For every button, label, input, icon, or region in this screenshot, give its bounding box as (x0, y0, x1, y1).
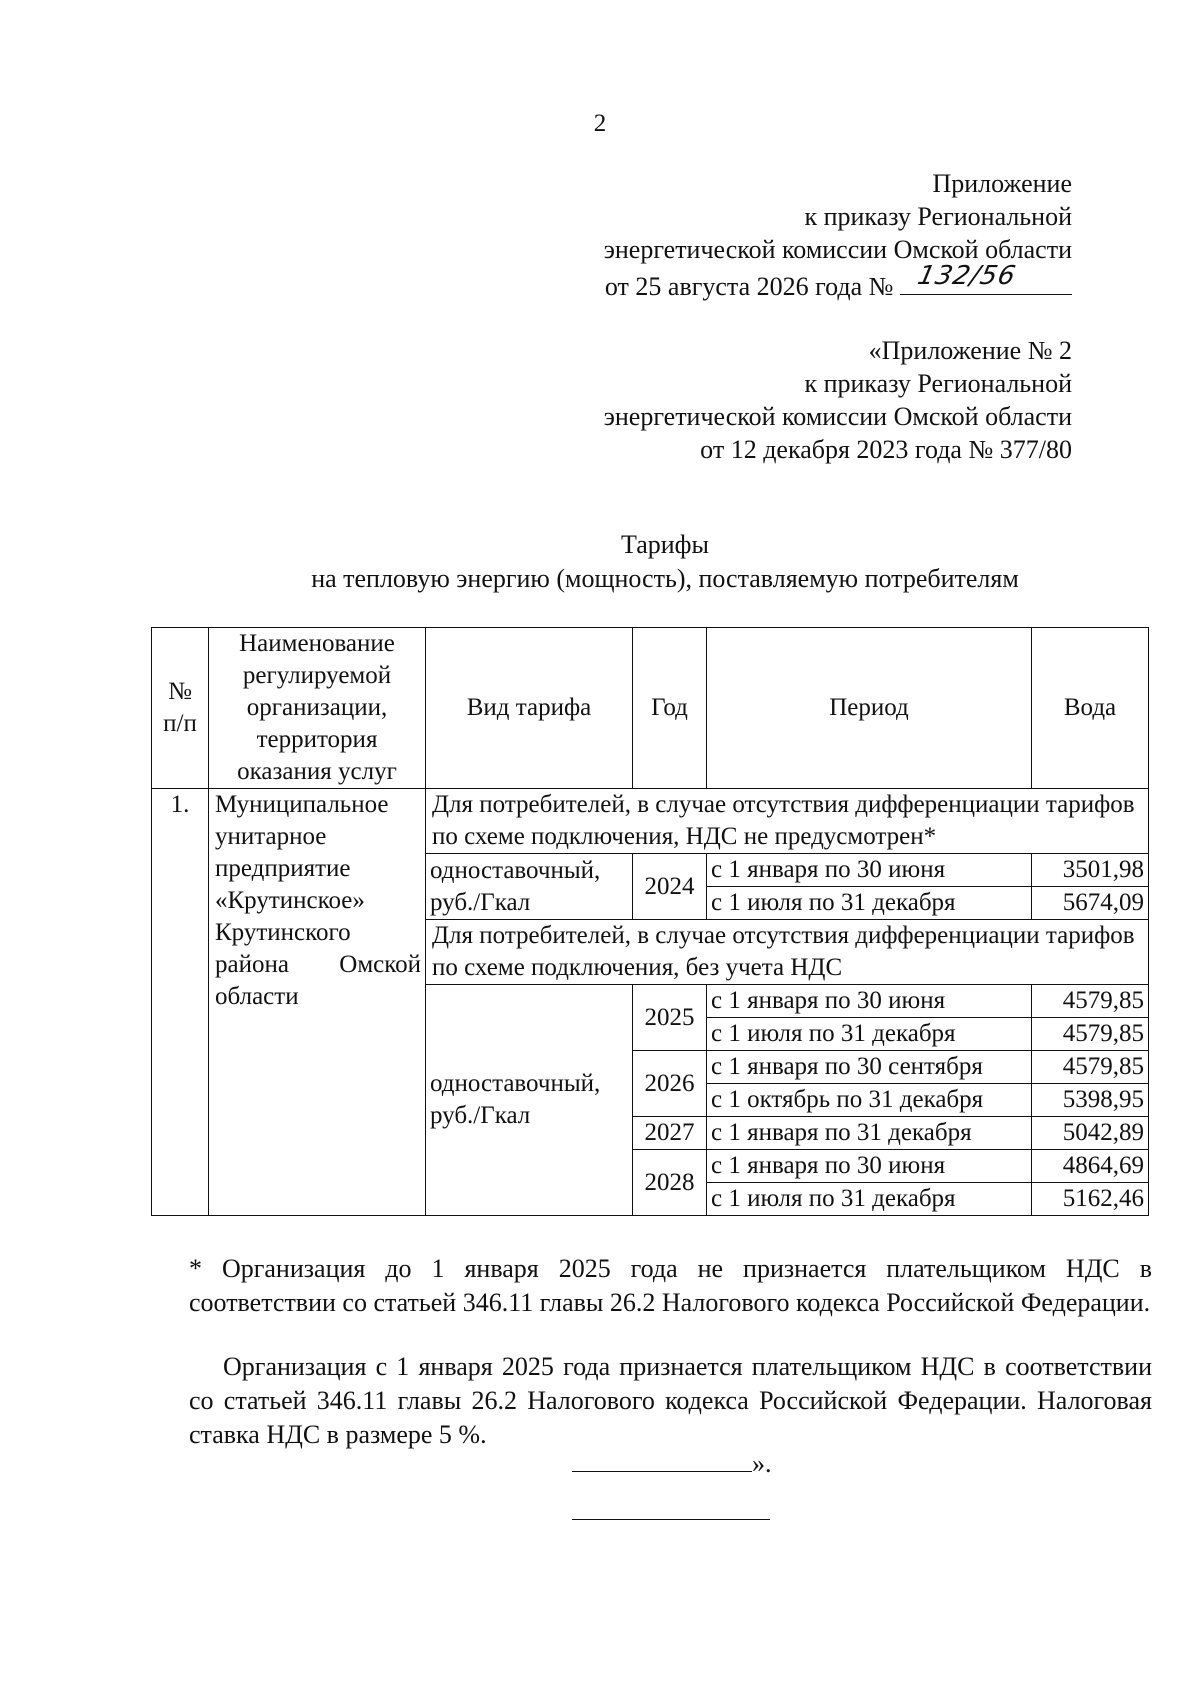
tariff-value: 5042,89 (1032, 1117, 1149, 1150)
footnote-vat-before-2025: * Организация до 1 января 2025 года не признается плательщиком НДС в соответствии со статьей 346.11 главы 26.2 Налогового кодекса Российской Федерации. (189, 1254, 1152, 1317)
consumer-group-label: Для потребителей, в случае отсутствия дифференциации тарифов по схеме подключения, НДС не предусмотрен* (426, 789, 1149, 854)
tariff-year: 2025 (633, 985, 707, 1051)
document-title (0, 528, 1200, 596)
title-line-2: на тепловую энергию (мощность), поставляемую потребителям (311, 564, 1019, 593)
order-number-field (900, 261, 1072, 295)
header-num: № п/п (152, 628, 209, 789)
tariff-value: 5674,09 (1032, 887, 1149, 920)
tariff-type: одноставочный, руб./Гкал (426, 854, 633, 920)
tariff-value: 3501,98 (1032, 854, 1149, 887)
closing-quote: ». (752, 1449, 772, 1478)
appendix-line: Приложение (932, 169, 1072, 198)
tariff-value: 4579,85 (1032, 1018, 1149, 1051)
footnote-vat-from-2025: Организация с 1 января 2025 года признается плательщиком НДС в соответствии со статьей 346.11 главы 26.2 Налогового кодекса Российской Федерации. Налоговая ставка НДС в размере 5 %. (189, 1352, 1152, 1449)
title-line-1: Тарифы (620, 530, 709, 559)
tariff-period: с 1 июля по 31 декабря (707, 887, 1032, 920)
appendix-line: энергетической комиссии Омской области (603, 402, 1072, 431)
appendix-header-current (604, 167, 1072, 303)
tariff-period: с 1 октябрь по 31 декабря (707, 1084, 1032, 1117)
tariff-value: 4579,85 (1032, 1051, 1149, 1084)
header-value: Вода (1032, 628, 1149, 789)
closing-line (572, 1447, 772, 1479)
tariff-period: с 1 января по 30 июня (707, 854, 1032, 887)
tariff-period: с 1 июля по 31 декабря (707, 1183, 1032, 1216)
tariff-period: с 1 января по 31 декабря (707, 1117, 1032, 1150)
end-rule (572, 1519, 770, 1520)
tariff-period: с 1 июля по 31 декабря (707, 1018, 1032, 1051)
appendix-line: к приказу Региональной (804, 369, 1072, 398)
appendix-line: к приказу Региональной (804, 202, 1072, 231)
table-row (152, 789, 1149, 854)
header-type: Вид тарифа (426, 628, 633, 789)
consumer-group-label: Для потребителей, в случае отсутствия дифференциации тарифов по схеме подключения, без учета НДС (426, 920, 1149, 985)
tariff-year: 2027 (633, 1117, 707, 1150)
tariff-value: 4579,85 (1032, 985, 1149, 1018)
tariff-type: одноставочный, руб./Гкал (426, 985, 633, 1216)
page-number: 2 (593, 110, 607, 137)
tariff-year: 2024 (633, 854, 707, 920)
handwritten-order-number: 132/56 (914, 261, 1019, 291)
tariff-value: 4864,69 (1032, 1150, 1149, 1183)
tariff-period: с 1 января по 30 июня (707, 1150, 1032, 1183)
tariff-period: с 1 января по 30 сентября (707, 1051, 1032, 1084)
organization-name: Муниципальное унитарное предприятие «Крутинское» Крутинского района Омской области (209, 789, 426, 1216)
appendix-line: от 12 декабря 2023 года № 377/80 (700, 435, 1072, 464)
header-period: Период (707, 628, 1032, 789)
table-header-row (152, 628, 1149, 789)
appendix-date-prefix: от 25 августа 2026 года № (604, 272, 894, 301)
tariffs-table (151, 627, 1149, 1216)
header-year: Год (633, 628, 707, 789)
tariff-value: 5162,46 (1032, 1183, 1149, 1216)
header-org: Наименование регулируемой организации, территория оказания услуг (209, 628, 426, 789)
tariff-year: 2026 (633, 1051, 707, 1117)
row-number: 1. (152, 789, 209, 1216)
appendix-header-original (604, 334, 1072, 466)
tariff-value: 5398,95 (1032, 1084, 1149, 1117)
tariff-period: с 1 января по 30 июня (707, 985, 1032, 1018)
appendix-line: энергетической комиссии Омской области (603, 235, 1072, 264)
closing-underline (572, 1447, 752, 1472)
tariff-year: 2028 (633, 1150, 707, 1216)
appendix-date-line (604, 261, 1072, 303)
appendix-line: «Приложение № 2 (868, 336, 1072, 365)
